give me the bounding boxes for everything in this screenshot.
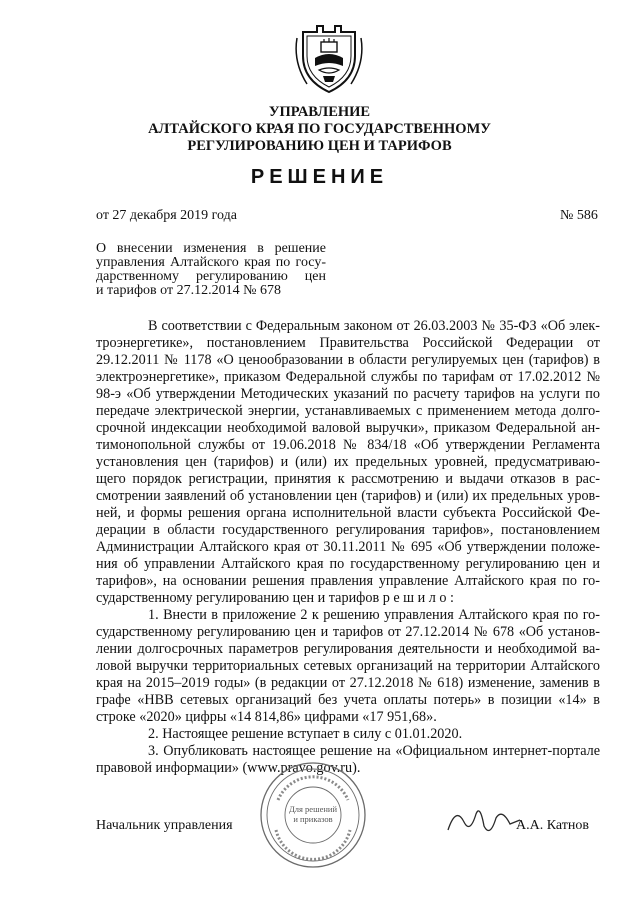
body-line-1: В соответствии с Федеральным законом от 26.03.2003 № 35-ФЗ «Об элек- (148, 318, 600, 334)
handwritten-signature-icon (444, 800, 524, 840)
org-name-line-3: РЕГУЛИРОВАНИЮ ЦЕН И ТАРИФОВ (187, 138, 452, 154)
svg-text:и приказов: и приказов (293, 814, 333, 824)
document-date: от 27 декабря 2019 года (96, 208, 237, 223)
round-seal-icon (258, 760, 368, 870)
body-line-17: сударственному регулированию цен и тарифов р е ш и л о : (96, 590, 454, 606)
subject-line-1: О внесении изменения в решение (96, 241, 326, 256)
body-line-14: Администрации Алтайского края от 30.11.2011 № 695 «Об утверждении положе- (96, 539, 600, 555)
body-line-27: правовой информации» (www.pravo.gov.ru). (96, 760, 361, 776)
body-line-19: сударственному регулированию цен и тарифов от 27.12.2014 № 678 «Об установ- (96, 624, 600, 640)
body-line-2: троэнергетике», постановлением Правительства Российской Федерации от (96, 335, 600, 351)
svg-text:Для решений: Для решений (288, 804, 338, 814)
body-line-15: ния об управлении Алтайского края по государственному регулированию цен и (96, 556, 600, 572)
body-line-9: установления цен (тарифов) и (или) их предельных уровней, предусматриваю- (96, 454, 600, 470)
body-line-8: тимонопольной службы от 19.06.2018 № 834/18 «Об утверждении Регламента (96, 437, 600, 453)
body-line-22: края на 2015–2019 годы» (в редакции от 27.12.2018 № 618) изменение, заменив в (96, 675, 600, 691)
body-line-13: дерации в области государственного регулирования тарифов», постановлением (96, 522, 600, 538)
body-line-12: ней, и формы решения органа исполнительной власти субъекта Российской Фе- (96, 505, 600, 521)
signer-position: Начальник управления (96, 818, 233, 833)
altai-krai-coat-of-arms-icon (293, 18, 365, 98)
document-title: РЕШЕНИЕ (250, 166, 389, 188)
body-line-3: 29.12.2011 № 1178 «О ценообразовании в области регулируемых цен (тарифов) в (96, 352, 600, 368)
body-line-5: 98-э «Об утверждении Методических указаний по расчету тарифов на услуги по (96, 386, 600, 402)
subject-line-2: управления Алтайского края по госу- (96, 255, 326, 270)
body-line-16: тарифов», на основании решения правления управление Алтайского края по го- (96, 573, 600, 589)
subject-line-4: и тарифов от 27.12.2014 № 678 (96, 283, 281, 298)
org-name-line-2: АЛТАЙСКОГО КРАЯ ПО ГОСУДАРСТВЕННОМУ (148, 121, 491, 137)
body-line-11: смотрении заявлений об установлении цен (тарифов) и (или) их предельных уров- (96, 488, 600, 504)
document-number: № 586 (560, 208, 598, 223)
body-line-20: лении долгосрочных параметров регулирования деятельности и необходимой ва- (96, 641, 600, 657)
body-line-18: 1. Внести в приложение 2 к решению управления Алтайского края по го- (148, 607, 600, 623)
body-line-25: 2. Настоящее решение вступает в силу с 01.01.2020. (148, 726, 463, 742)
body-line-24: строке «2020» цифры «14 814,86» цифрами «17 951,68». (96, 709, 437, 725)
body-line-26: 3. Опубликовать настоящее решение на «Официальном интернет-портале (148, 743, 600, 759)
body-line-6: передаче электрической энергии, устанавливаемых с применением метода долго- (96, 403, 600, 419)
subject-line-3: дарственному регулированию цен (96, 269, 326, 284)
body-line-10: щего порядок регистрации, принятия к рассмотрению и выдачи отказов в рас- (96, 471, 600, 487)
org-name-line-1: УПРАВЛЕНИЕ (268, 104, 371, 120)
signer-name: А.А. Катнов (516, 818, 589, 833)
body-line-4: электроэнергетике», приказом Федеральной службы по тарифам от 17.02.2012 № (96, 369, 600, 385)
body-line-23: графе «НВВ сетевых организаций без учета оплаты потерь» в позиции «14» в (96, 692, 600, 708)
body-line-21: ловой выручки территориальных сетевых организаций на территории Алтайского (96, 658, 600, 674)
body-line-7: срочной индексации необходимой валовой выручки», приказом Федеральной ан- (96, 420, 600, 436)
